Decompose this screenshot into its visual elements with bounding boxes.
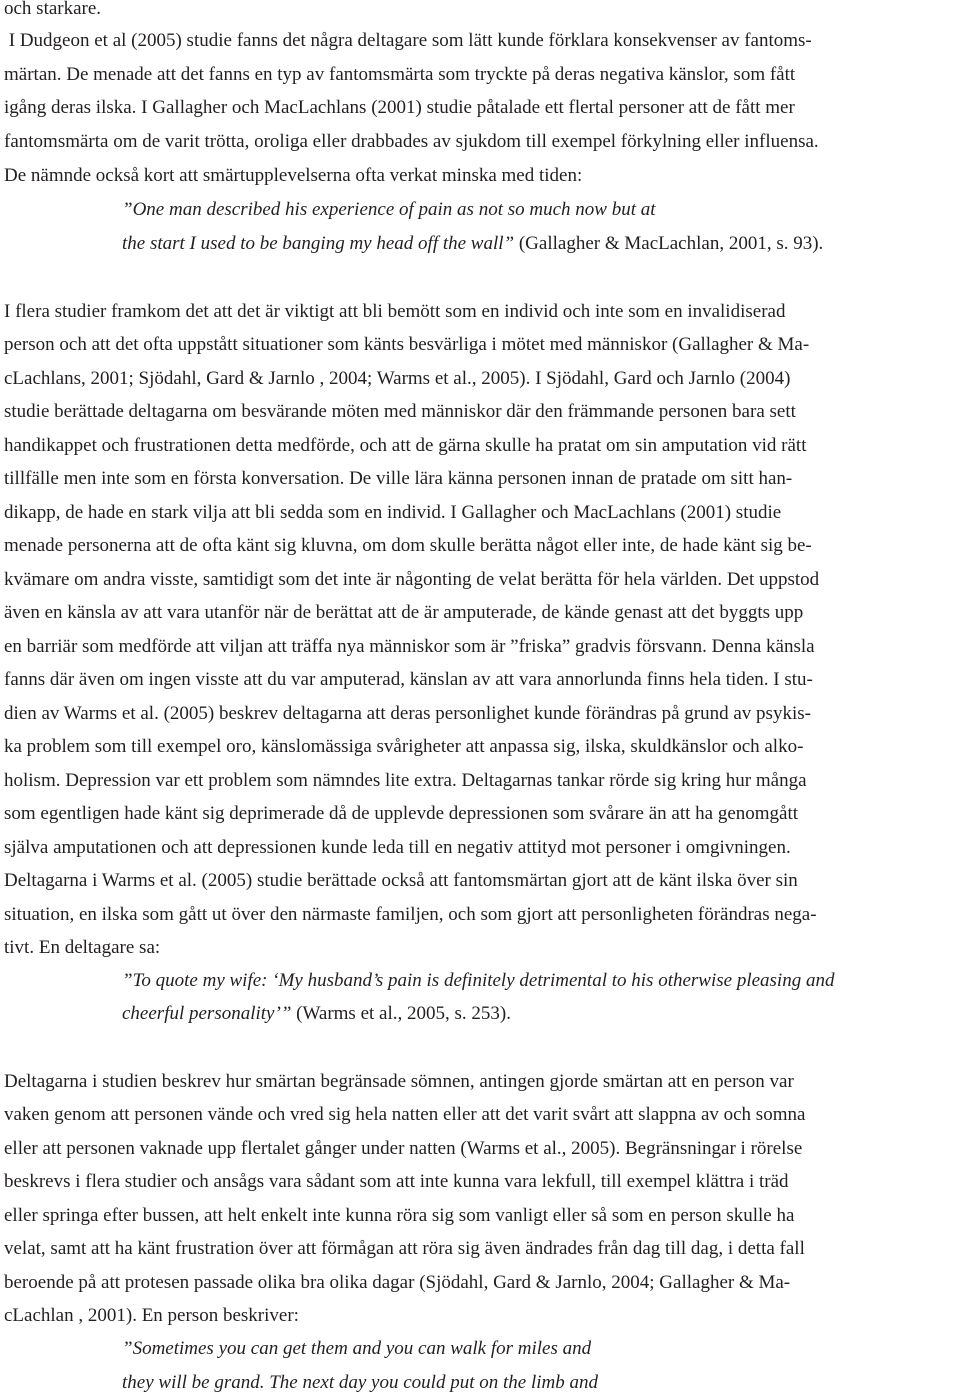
quote-text: cheerful personality’” (122, 1003, 292, 1024)
text-line: tivt. En deltagare sa: (4, 937, 161, 958)
block-quote-line: ”One man described his experience of pain as not so much now but at (122, 199, 656, 220)
text-line: menade personerna att de ofta känt sig kluvna, om dom skulle berätta något eller inte, de hade känt sig be- (4, 535, 812, 556)
block-quote-line: ”Sometimes you can get them and you can walk for miles and (122, 1338, 592, 1359)
text-line: handikappet och frustrationen detta medförde, och att de gärna skulle ha pratat om sin amputation vid rätt (4, 435, 807, 456)
text-line: fantomsmärta om de varit trötta, oroliga eller drabbades av sjukdom till exempel förkylning eller influensa. (4, 131, 819, 152)
text-line: vaken genom att personen vände och vred sig hela natten eller att det varit svårt att slappna av och somna (4, 1104, 806, 1125)
text-line: dien av Warms et al. (2005) beskrev deltagarna att deras personlighet kunde förändras på grund av psykis- (4, 703, 811, 724)
text-line: dikapp, de hade en stark vilja att bli sedda som en individ. I Gallagher och MacLachlans (2001) studie (4, 502, 782, 523)
citation: (Gallagher & MacLachlan, 2001, s. 93). (514, 233, 824, 254)
text-line: eller att personen vaknade upp flertalet gånger under natten (Warms et al., 2005). Begränsningar i rörelse (4, 1138, 803, 1159)
text-line: ka problem som till exempel oro, känslomässiga svårigheter att anpassa sig, ilska, skuldkänslor och alko- (4, 736, 804, 757)
text-line: även en känsla av att vara utanför när de berättat att de är amputerade, de kände genast att det byggts upp (4, 602, 804, 623)
text-line: situation, en ilska som gått ut över den närmaste familjen, och som gjort att personligheten förändras nega- (4, 904, 817, 925)
text-line: och starkare. (4, 0, 102, 19)
text-line: I Dudgeon et al (2005) studie fanns det några deltagare som lätt kunde förklara konsekvenser av fantoms- (4, 30, 812, 51)
text-line: velat, samt att ha känt frustration över att förmågan att röra sig även ändrades från dag till dag, i detta fall (4, 1238, 805, 1259)
text-line: fanns där även om ingen visste att du var amputerad, känslan av att vara annorlunda finns hela tiden. I stu- (4, 669, 813, 690)
text-line: I flera studier framkom det att det är viktigt att bli bemött som en individ och inte som en invalidiserad (4, 301, 786, 322)
text-line: Deltagarna i Warms et al. (2005) studie berättade också att fantomsmärtan gjort att de känt ilska över sin (4, 870, 798, 891)
text-line: märtan. De menade att det fanns en typ av fantomsmärta som tryckte på deras negativa känslor, som fått (4, 64, 796, 85)
block-quote-line (122, 232, 823, 256)
text-line: cLachlans, 2001; Sjödahl, Gard & Jarnlo , 2004; Warms et al., 2005). I Sjödahl, Gard och Jarnlo (2004) (4, 368, 791, 389)
text-line: De nämnde också kort att smärtupplevelserna ofta verkat minska med tiden: (4, 165, 583, 186)
text-line: Deltagarna i studien beskrev hur smärtan begränsade sömnen, antingen gjorde smärtan att en person var (4, 1071, 794, 1092)
text-line: igång deras ilska. I Gallagher och MacLachlans (2001) studie påtalade ett flertal personer att de fått mer (4, 97, 795, 118)
block-quote-line (122, 1002, 511, 1026)
block-quote-line: ”To quote my wife: ‘My husband’s pain is definitely detrimental to his otherwise pleasing and (122, 970, 835, 991)
text-line: som egentligen hade känt sig deprimerade då de upplevde depressionen som svårare än att ha genomgått (4, 803, 799, 824)
text-line: person och att det ofta uppstått situationer som känts besvärliga i mötet med människor (Gallagher & Ma- (4, 334, 810, 355)
text-line: studie berättade deltagarna om besvärande möten med människor där den främmande personen bara sett (4, 401, 796, 422)
block-quote-line: they will be grand. The next day you could put on the limb and (122, 1372, 598, 1393)
quote-text: the start I used to be banging my head off the wall” (122, 233, 515, 254)
text-line: cLachlan , 2001). En person beskriver: (4, 1305, 299, 1326)
citation: (Warms et al., 2005, s. 253). (291, 1003, 511, 1024)
text-line: tillfälle men inte som en första konversation. De ville lära känna personen innan de pratade om sitt han- (4, 468, 793, 489)
text-line: kvämare om andra visste, samtidigt som det inte är någonting de velat berätta för hela världen. Det uppstod (4, 569, 820, 590)
text-line: eller springa efter bussen, att helt enkelt inte kunna röra sig som vanligt eller så som en person skulle ha (4, 1205, 795, 1226)
text-line: beskrevs i flera studier och ansågs vara sådant som att inte kunna vara lekfull, till exempel klättra i träd (4, 1171, 789, 1192)
text-line: holism. Depression var ett problem som nämndes lite extra. Deltagarnas tankar rörde sig kring hur många (4, 770, 807, 791)
text-line: en barriär som medförde att viljan att träffa nya människor som är ”friska” gradvis försvann. Denna känsla (4, 636, 815, 657)
text-line: beroende på att protesen passade olika bra olika dagar (Sjödahl, Gard & Jarnlo, 2004; Gallagher & Ma- (4, 1272, 791, 1293)
text-line: själva amputationen och att depressionen kunde leda till en negativ attityd mot personer i omgivningen. (4, 837, 791, 858)
